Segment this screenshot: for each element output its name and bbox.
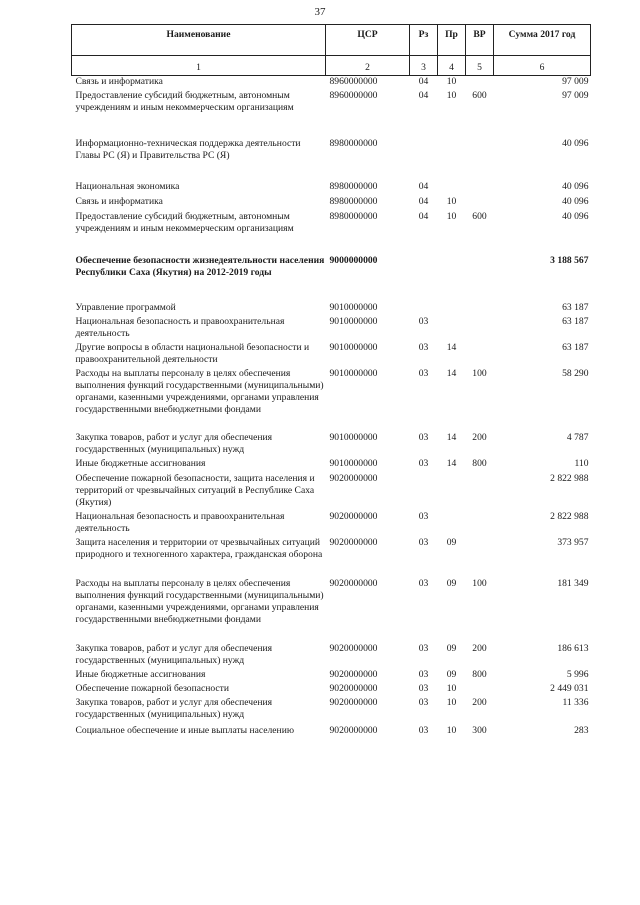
cell-name: Социальное обеспечение и иные выплаты населению xyxy=(75,725,294,736)
cell-rz xyxy=(410,470,438,509)
table-row xyxy=(72,638,591,667)
cell-pr: 10 xyxy=(446,697,457,708)
cell-vr xyxy=(466,76,494,89)
cell-rz: 03 xyxy=(418,458,429,469)
table-row xyxy=(72,314,591,340)
cell-pr: 10 xyxy=(446,211,457,222)
cell-vr: 800 xyxy=(472,669,487,680)
cell-sum: 283 xyxy=(574,725,589,736)
header-name: Наименование xyxy=(72,25,326,56)
cell-vr xyxy=(466,235,494,291)
cell-sum: 4 787 xyxy=(566,432,589,443)
table-row xyxy=(72,366,591,428)
cell-name: Обеспечение пожарной безопасности, защита населения и территорий от чрезвычайных ситуаций в Республике Саха (Якутия) xyxy=(75,473,315,508)
column-number-row xyxy=(72,56,591,76)
cell-csr: 9020000000 xyxy=(329,511,378,522)
cell-sum: 11 336 xyxy=(562,697,589,708)
cell-name: Национальная безопасность и правоохранительная деятельность xyxy=(75,511,285,534)
cell-rz: 03 xyxy=(418,725,429,736)
cell-csr: 9010000000 xyxy=(329,342,378,353)
cell-vr: 200 xyxy=(472,432,487,443)
table-row xyxy=(72,535,591,573)
cell-sum: 40 096 xyxy=(562,138,589,149)
header-vr: ВР xyxy=(466,25,494,56)
cell-vr xyxy=(466,340,494,366)
cell-rz: 03 xyxy=(418,342,429,353)
header-rz: Рз xyxy=(410,25,438,56)
cell-pr: 09 xyxy=(446,669,457,680)
table-row xyxy=(72,88,591,114)
cell-pr: 14 xyxy=(446,342,457,353)
cell-sum: 97 009 xyxy=(562,76,589,87)
cell-csr: 9010000000 xyxy=(329,432,378,443)
cell-sum: 181 349 xyxy=(557,578,589,589)
cell-sum: 63 187 xyxy=(562,342,589,353)
cell-sum: 97 009 xyxy=(562,90,589,101)
cell-pr xyxy=(438,162,466,193)
table-row xyxy=(72,573,591,638)
table-row xyxy=(72,340,591,366)
cell-vr xyxy=(466,535,494,573)
table-row xyxy=(72,470,591,509)
table-row xyxy=(72,114,591,162)
cell-sum: 40 096 xyxy=(562,196,589,207)
table-row xyxy=(72,428,591,456)
cell-csr: 8980000000 xyxy=(329,138,378,149)
cell-name: Предоставление субсидий бюджетным, автономным учреждениям и иным некоммерческим организациям xyxy=(75,90,294,113)
cell-vr xyxy=(466,314,494,340)
cell-csr: 9020000000 xyxy=(329,578,378,589)
table-row xyxy=(72,193,591,208)
cell-pr xyxy=(438,314,466,340)
cell-pr: 14 xyxy=(446,432,457,443)
cell-csr: 9020000000 xyxy=(329,669,378,680)
table-row xyxy=(72,456,591,470)
table-header-row xyxy=(72,25,591,56)
cell-sum: 373 957 xyxy=(557,537,589,548)
table-row xyxy=(72,162,591,193)
cell-rz: 03 xyxy=(418,537,429,548)
cell-sum: 63 187 xyxy=(562,316,589,327)
cell-rz xyxy=(410,114,438,162)
table-row xyxy=(72,76,591,89)
cell-pr: 09 xyxy=(446,578,457,589)
header-pr: Пр xyxy=(438,25,466,56)
cell-name: Информационно-техническая поддержка деятельности Главы РС (Я) и Правительства РС (Я) xyxy=(75,138,301,161)
cell-sum: 58 290 xyxy=(562,368,589,379)
cell-rz: 03 xyxy=(418,669,429,680)
cell-pr: 10 xyxy=(446,683,457,694)
table-row xyxy=(72,667,591,681)
cell-name: Защита населения и территории от чрезвычайных ситуаций природного и техногенного характера, гражданская оборона xyxy=(75,537,323,560)
cell-pr xyxy=(438,470,466,509)
cell-rz: 03 xyxy=(418,683,429,694)
cell-rz: 03 xyxy=(418,697,429,708)
cell-csr: 9020000000 xyxy=(329,697,378,708)
cell-vr xyxy=(466,291,494,314)
cell-csr: 9020000000 xyxy=(329,473,378,484)
cell-vr: 200 xyxy=(472,643,487,654)
cell-sum: 110 xyxy=(574,458,589,469)
column-number: 3 xyxy=(410,56,438,76)
cell-csr: 9010000000 xyxy=(329,316,378,327)
table-row xyxy=(72,681,591,695)
cell-pr: 10 xyxy=(446,725,457,736)
cell-sum: 40 096 xyxy=(562,181,589,192)
cell-name: Связь и информатика xyxy=(75,196,163,207)
cell-pr: 09 xyxy=(446,537,457,548)
cell-vr xyxy=(466,681,494,695)
cell-sum: 3 188 567 xyxy=(550,255,589,266)
cell-pr: 09 xyxy=(446,643,457,654)
cell-pr xyxy=(438,235,466,291)
cell-csr: 9020000000 xyxy=(329,725,378,736)
cell-csr: 9020000000 xyxy=(329,643,378,654)
cell-csr: 9010000000 xyxy=(329,302,378,313)
cell-vr: 100 xyxy=(472,578,487,589)
table-row xyxy=(72,235,591,291)
cell-pr: 10 xyxy=(446,76,457,87)
page-number: 37 xyxy=(314,6,326,18)
cell-rz: 03 xyxy=(418,578,429,589)
budget-table xyxy=(71,24,591,737)
cell-name: Обеспечение безопасности жизнедеятельности населения Республики Саха (Якутия) на 2012-2019 годы xyxy=(75,255,325,278)
cell-csr: 8980000000 xyxy=(329,196,378,207)
cell-name: Связь и информатика xyxy=(75,76,163,87)
cell-name: Иные бюджетные ассигнования xyxy=(75,669,206,680)
table-row xyxy=(72,208,591,235)
cell-pr: 14 xyxy=(446,458,457,469)
cell-pr xyxy=(438,509,466,535)
cell-csr: 8980000000 xyxy=(329,211,378,222)
cell-csr: 8960000000 xyxy=(329,90,378,101)
table-body xyxy=(72,76,591,738)
cell-pr: 10 xyxy=(446,90,457,101)
cell-name: Расходы на выплаты персоналу в целях обеспечения выполнения функций государственными (муниципальными) органами, казенными учреждениями, органами управления государственными внебюджетными фондами xyxy=(75,368,324,415)
column-number: 5 xyxy=(466,56,494,76)
table-row xyxy=(72,721,591,737)
cell-csr: 9020000000 xyxy=(329,537,378,548)
cell-csr: 9000000000 xyxy=(329,255,378,266)
cell-sum: 5 996 xyxy=(566,669,589,680)
cell-name: Управление программой xyxy=(75,302,176,313)
cell-rz: 03 xyxy=(418,316,429,327)
cell-vr: 600 xyxy=(472,90,487,101)
header-sum: Сумма 2017 год xyxy=(494,25,591,56)
cell-name: Закупка товаров, работ и услуг для обеспечения государственных (муниципальных) нужд xyxy=(75,432,273,455)
cell-csr: 8960000000 xyxy=(329,76,378,87)
cell-csr: 9010000000 xyxy=(329,368,378,379)
cell-sum: 2 822 988 xyxy=(550,511,589,522)
cell-vr: 600 xyxy=(472,211,487,222)
cell-sum: 2 449 031 xyxy=(550,683,589,694)
cell-pr: 14 xyxy=(446,368,457,379)
cell-rz: 03 xyxy=(418,432,429,443)
cell-pr xyxy=(438,114,466,162)
cell-name: Закупка товаров, работ и услуг для обеспечения государственных (муниципальных) нужд xyxy=(75,697,273,720)
cell-vr: 300 xyxy=(472,725,487,736)
cell-vr: 100 xyxy=(472,368,487,379)
cell-csr: 9010000000 xyxy=(329,458,378,469)
cell-rz: 03 xyxy=(418,511,429,522)
column-number: 1 xyxy=(72,56,326,76)
cell-rz: 04 xyxy=(418,76,429,87)
table-row xyxy=(72,291,591,314)
cell-name: Национальная экономика xyxy=(75,181,180,192)
cell-name: Национальная безопасность и правоохранительная деятельность xyxy=(75,316,285,339)
cell-sum: 186 613 xyxy=(557,643,589,654)
table-row xyxy=(72,695,591,721)
cell-rz xyxy=(410,235,438,291)
cell-vr xyxy=(466,162,494,193)
cell-name: Закупка товаров, работ и услуг для обеспечения государственных (муниципальных) нужд xyxy=(75,643,273,666)
column-number: 2 xyxy=(326,56,410,76)
cell-sum: 63 187 xyxy=(562,302,589,313)
cell-vr xyxy=(466,509,494,535)
cell-pr xyxy=(438,291,466,314)
cell-vr: 200 xyxy=(472,697,487,708)
cell-vr xyxy=(466,114,494,162)
cell-name: Обеспечение пожарной безопасности xyxy=(75,683,230,694)
cell-name: Расходы на выплаты персоналу в целях обеспечения выполнения функций государственными (муниципальными) органами, казенными учреждениями, органами управления государственными внебюджетными фондами xyxy=(75,578,324,625)
cell-rz xyxy=(410,291,438,314)
cell-vr xyxy=(466,193,494,208)
cell-rz: 03 xyxy=(418,368,429,379)
cell-rz: 04 xyxy=(418,196,429,207)
cell-sum: 40 096 xyxy=(562,211,589,222)
header-csr: ЦСР xyxy=(326,25,410,56)
table-row xyxy=(72,509,591,535)
cell-name: Предоставление субсидий бюджетным, автономным учреждениям и иным некоммерческим организациям xyxy=(75,211,294,234)
cell-vr xyxy=(466,470,494,509)
cell-pr: 10 xyxy=(446,196,457,207)
cell-name: Другие вопросы в области национальной безопасности и правоохранительной деятельности xyxy=(75,342,310,365)
cell-rz: 04 xyxy=(418,211,429,222)
cell-rz: 04 xyxy=(418,90,429,101)
column-number: 6 xyxy=(494,56,591,76)
cell-rz: 04 xyxy=(418,181,429,192)
cell-name: Иные бюджетные ассигнования xyxy=(75,458,206,469)
cell-vr: 800 xyxy=(472,458,487,469)
cell-csr: 9020000000 xyxy=(329,683,378,694)
column-number: 4 xyxy=(438,56,466,76)
cell-csr: 8980000000 xyxy=(329,181,378,192)
cell-rz: 03 xyxy=(418,643,429,654)
cell-sum: 2 822 988 xyxy=(550,473,589,484)
